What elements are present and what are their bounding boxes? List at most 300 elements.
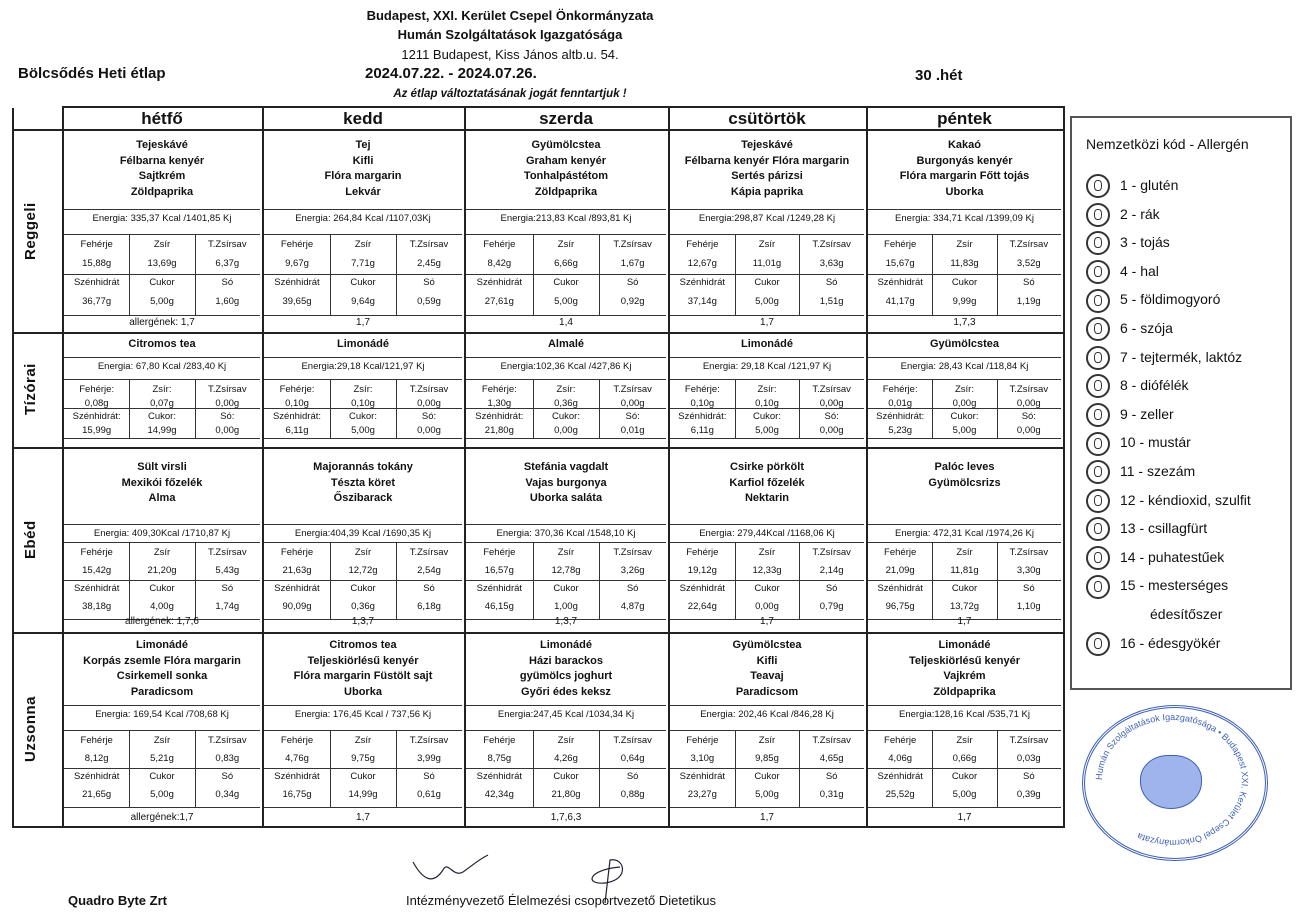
nutrient-label: Fehérje [80,735,113,746]
menu-item: Zöldpaprika [933,685,996,698]
nutrient-label: Szénhidrát: [72,411,121,422]
nutrition-border [932,542,933,619]
nut-icon [1086,374,1110,398]
menu-item: Uborka saláta [529,492,603,504]
nutrition-border [799,730,800,807]
legend-text: 16 - édesgyökér [1120,634,1221,651]
nutrition-border [64,807,260,808]
nutrient-value: 0,10g [690,397,715,409]
nutrient-value: 6,18g [417,601,441,612]
menu-item: Csirke pörkölt [730,461,804,473]
week-number: 30 .hét [915,67,963,84]
nutrient-label: T.Zsírsav [409,384,449,395]
nutrient-label: Zsír [153,735,171,746]
nutrition-border [670,315,864,316]
nutrient-label: Fehérje: [481,384,517,395]
nutrient-label: Szénhidrát [73,277,120,288]
nutrient-label: Szénhidrát [679,277,726,288]
nutrient-value: 0,00g [819,424,844,436]
nutrition-border [466,274,666,275]
allergen-codes: allergének: 1,7,6 [125,616,199,627]
nutrient-value: 1,30g [487,397,512,409]
gluten-icon [1086,174,1110,198]
nutrient-value: 0,83g [215,753,240,764]
energy-border [466,209,666,210]
nutrient-value: 9,75g [351,753,375,764]
nutrient-value: 36,77g [82,296,112,307]
stamp-text-ring [1080,703,1264,857]
company-name: Quadro Byte Zrt [68,893,167,908]
nutrition-border [396,730,397,807]
nutrient-value: 0,64g [620,753,645,764]
sweetener-icon [1086,575,1110,599]
nutrient-value: 1,60g [215,296,240,307]
nutrient-value: 3,30g [1016,565,1041,576]
menu-item: Citromos tea [128,338,196,350]
nutrient-label: Zsír [956,547,973,558]
nutrient-label: T.Zsírsav [1009,239,1049,250]
nutrient-value: 9,99g [952,296,977,307]
energy-border [264,357,462,358]
nutrition-border [799,234,800,315]
nutrient-label: Zsír: [556,384,576,395]
nutrition-border [932,234,933,315]
licorice-icon [1086,632,1110,656]
energy-border [264,524,462,525]
mollusc-icon [1086,546,1110,570]
energy-value: Energia: 202,46 Kcal /846,28 Kj [700,709,834,720]
nutrient-value: 5,21g [150,753,174,764]
energy-value: Energia: 334,71 Kcal /1399,09 Kj [895,213,1034,224]
nutrition-border [330,379,331,438]
nutrient-label: T.Zsírsav [208,735,247,746]
nutrition-border [670,807,864,808]
menu-item: Kakaó [947,139,982,151]
meal-label: Uzsonna [22,696,39,763]
nutrient-value: 22,64g [687,601,717,612]
nutrition-border [64,768,260,769]
legend-text: 13 - csillagfürt [1120,520,1208,537]
row-divider [12,826,1065,828]
allergen-codes: 1,7 [957,616,972,627]
energy-value: Energia: 370,36 Kcal /1548,10 Kj [496,528,636,539]
nutrition-border [670,379,864,380]
energy-border [868,705,1061,706]
legend-item [1086,258,1159,284]
menu-item: Tej [355,139,371,151]
nutrient-value: 14,99g [147,424,177,436]
nutrition-border [997,730,998,807]
menu-item: Mexikói főzelék [121,476,203,489]
nutrition-border [64,408,260,409]
nutrition-border [735,542,736,619]
menu-item: Kápia paprika [730,185,804,198]
nutrient-value: 1,67g [620,258,645,269]
nutrient-label: Só [423,583,435,594]
address: 1211 Budapest, Kiss János altb.u. 54. [401,47,619,62]
nutrition-border [533,730,534,807]
nutrition-border [799,542,800,619]
nutrient-label: Cukor [350,583,376,594]
legend-item [1086,286,1220,312]
nutrient-value: 0,00g [554,424,578,436]
legend-text: 9 - zeller [1120,405,1174,422]
nutrient-value: 7,71g [351,258,375,269]
legend-text: 14 - puhatestűek [1120,548,1225,565]
menu-item: Félbarna kenyér Flóra margarin [684,154,850,167]
menu-item: Csirkemell sonka [116,670,208,682]
menu-item: Flóra margarin [324,170,402,182]
legend-item [1086,201,1160,227]
allergen-codes: 1,3,7 [351,616,375,627]
energy-value: Energia: 279,44Kcal /1168,06 Kj [699,528,835,539]
legend-item [1086,172,1178,198]
menu-item: Sült virsli [137,461,187,473]
nutrition-border [64,542,260,543]
nutrient-label: T.Zsírsav [812,735,851,746]
nutrition-border [868,315,1061,316]
nutrient-value: 1,10g [1016,601,1041,612]
menu-item: Teljeskiörlésű kenyér [307,654,419,667]
nutrient-value: 15,88g [82,258,112,269]
nutrient-value: 4,65g [819,753,844,764]
disclaimer-note: Az étlap változtatásának jogát fenntartjuk ! [393,88,627,100]
menu-item: Flóra margarin Füstölt sajt [293,670,433,682]
energy-value: Energia: 169,54 Kcal /708,68 Kj [95,709,229,720]
menu-item: Gyümölcstea [732,639,802,651]
nutrition-border [264,438,462,439]
nutrient-label: Cukor [149,771,175,782]
menu-item: Uborka [945,185,984,198]
nutrient-value: 21,65g [82,789,112,800]
nutrition-border [264,807,462,808]
allergen-codes: 1,7 [760,317,774,328]
energy-border [64,357,260,358]
nutrient-label: Fehérje [483,735,516,746]
nutrition-border [466,768,666,769]
nutrient-value: 0,01g [888,397,913,409]
nutrition-border [868,580,1061,581]
legend-item [1086,315,1173,341]
nutrition-border [396,234,397,315]
nutrient-value: 21,80g [484,424,514,436]
column-divider [1063,106,1065,828]
nutrition-border [129,542,130,619]
nutrient-label: Só: [824,411,839,422]
menu-item: Alma [148,492,176,504]
nutrition-border [64,580,260,581]
nutrition-border [195,234,196,315]
nutrition-border [264,542,462,543]
nutrient-value: 0,07g [150,397,174,409]
nutrient-label: Szénhidrát [73,771,120,782]
nutrient-value: 4,76g [285,753,309,764]
menu-item: Tejeskávé [741,139,793,151]
nutrient-label: T.Zsírsav [1009,384,1049,395]
nutrient-value: 0,34g [215,789,240,800]
legend-text: 5 - földimogyoró [1120,291,1221,308]
allergen-codes: 1,7,6,3 [550,812,582,823]
nutrient-label: Cukor [951,771,978,782]
nutrient-label: Szénhidrát [274,583,320,594]
nutrient-value: 3,63g [819,258,844,269]
energy-value: Energia:102,36 Kcal /427,86 Kj [500,361,632,372]
nutrient-value: 6,66g [554,258,578,269]
energy-border [264,705,462,706]
nutrition-border [195,542,196,619]
legend-text: édesítőszer [1150,606,1223,622]
nutrient-label: Só [221,277,234,288]
nutrient-label: Fehérje [80,547,113,558]
nutrition-border [64,234,260,235]
legend-item [1086,544,1224,570]
nutrition-border [64,379,260,380]
allergen-codes: 1,7 [957,812,972,823]
egg-icon [1086,231,1110,255]
menu-item: Zöldpaprika [130,185,194,198]
menu-item: Burgonyás kenyér [916,154,1013,167]
nutrient-label: Szénhidrát [877,583,923,594]
menu-item: Palóc leves [934,461,995,473]
nutrition-border [129,730,130,807]
nutrient-label: Zsír [758,547,776,558]
nutrient-label: Cukor [754,277,780,288]
meal-label: Tízórai [22,363,39,416]
nutrition-border [129,379,130,438]
nutrient-value: 0,00g [1016,397,1041,409]
nutrition-border [264,580,462,581]
nutrition-border [64,438,260,439]
menu-item: Kifli [352,154,374,167]
energy-border [64,209,260,210]
nutrient-value: 12,33g [752,565,782,576]
menu-item: Limonádé [741,338,793,350]
nutrient-label: Fehérje: [684,384,720,395]
nutrient-value: 1,51g [819,296,844,307]
nutrient-label: Fehérje [686,547,719,558]
nutrition-border [466,807,666,808]
nutrition-border [599,234,600,315]
allergen-codes: 1,7 [760,616,774,627]
nutrient-label: Cukor: [349,411,377,422]
nutrition-border [735,234,736,315]
nutrient-label: Cukor: [551,411,580,422]
nutrition-border [195,730,196,807]
energy-value: Energia:404,39 Kcal /1690,35 Kj [294,528,432,539]
nutrient-label: Fehérje [483,547,516,558]
nutrient-label: Fehérje [280,239,314,250]
energy-border [264,209,462,210]
nutrient-label: T.Zsírsav [208,384,247,395]
nutrient-label: Szénhidrát [274,771,320,782]
menu-item: Uborka [344,685,382,698]
nutrient-label: Cukor [754,771,780,782]
nutrition-border [932,379,933,438]
nutrition-border [264,234,462,235]
nutrient-label: Só [221,583,234,594]
energy-value: Energia: 472,31 Kcal /1974,26 Kj [895,528,1034,539]
nutrition-border [195,379,196,438]
nutrient-value: 0,00g [952,397,977,409]
nutrient-label: T.Zsírsav [409,735,449,746]
organization-name: Budapest, XXI. Kerület Csepel Önkormányzata [366,8,654,23]
mustard-icon [1086,432,1110,456]
menu-item: Korpás zsemle Flóra margarin [83,654,241,667]
energy-value: Energia:298,87 Kcal /1249,28 Kj [698,213,836,224]
legend-text: 10 - mustár [1120,434,1191,451]
nutrient-label: Zsír [956,239,973,250]
nutrition-border [533,379,534,438]
nutrition-border [264,730,462,731]
nutrient-label: Só [626,277,639,288]
nutrition-border [670,234,864,235]
nutrient-value: 0,92g [620,296,645,307]
nutrient-value: 14,99g [348,789,378,800]
nutrient-label: Cukor [553,277,579,288]
nutrient-label: Só [423,277,435,288]
allergen-codes: 1,7,3 [953,317,976,328]
nutrient-label: T.Zsírsav [613,384,652,395]
nutrient-label: T.Zsírsav [812,547,851,558]
menu-item: Házi barackos [529,654,603,667]
nutrient-label: T.Zsírsav [208,547,247,558]
nutrient-label: Zsír [354,239,372,250]
menu-item: Gyümölcsrizs [928,476,1001,489]
nutrient-value: 21,80g [551,789,581,800]
fish-icon [1086,260,1110,284]
legend-item [1086,401,1174,427]
nutrient-value: 37,14g [687,296,717,307]
legend-text: 6 - szója [1120,320,1173,336]
energy-value: Energia: 409,30Kcal /1710,87 Kj [93,528,231,539]
nutrient-label: Só [1023,277,1035,288]
nutrition-border [264,315,462,316]
nutrient-label: Szénhidrát [877,771,923,782]
energy-value: Energia:128,16 Kcal /535,71 Kj [899,709,1030,720]
nutrient-label: Só [626,583,639,594]
allergen-codes: 1,7 [760,812,774,823]
nutrient-value: 0,00g [215,424,240,436]
menu-item: Paradicsom [735,685,799,698]
menu-item: Sajtkrém [138,170,186,182]
energy-border [466,524,666,525]
nutrient-label: Cukor [951,583,978,594]
nutrient-value: 38,18g [82,601,112,612]
nutrient-label: Szénhidrát [476,277,523,288]
nutrient-label: Fehérje [884,547,917,558]
nutrition-border [997,542,998,619]
nutrient-value: 6,11g [285,424,309,436]
date-range: 2024.07.22. - 2024.07.26. [365,65,537,82]
nutrient-value: 0,00g [819,397,844,409]
nutrition-border [466,315,666,316]
nutrient-label: Fehérje [280,735,314,746]
menu-item: Tészta köret [330,476,396,489]
nutrient-value: 8,42g [487,258,512,269]
energy-value: Energia: 335,37 Kcal /1401,85 Kj [92,213,232,224]
menu-item: Limonádé [540,639,592,651]
nutrient-value: 19,12g [687,565,717,576]
nutrition-border [997,234,998,315]
nutrient-value: 3,52g [1016,258,1041,269]
nutrient-label: Szénhidrát: [876,411,925,422]
legend-item [1086,487,1251,513]
nutrient-value: 3,10g [690,753,715,764]
energy-border [670,209,864,210]
nutrient-value: 0,08g [84,397,109,409]
nutrient-label: Cukor: [950,411,979,422]
nutrient-value: 9,67g [285,258,309,269]
menu-item: Limonádé [938,639,991,651]
menu-item: Paradicsom [130,685,194,698]
legend-text: 11 - szezám [1120,463,1196,479]
nutrient-label: Só: [1021,411,1036,422]
nutrient-value: 4,06g [888,753,913,764]
nutrient-label: Só [423,771,435,782]
energy-value: Energia: 29,18 Kcal /121,97 Kj [702,361,832,372]
energy-value: Energia:29,18 Kcal/121,97 Kj [301,361,425,372]
legend-text: 15 - mesterséges [1120,577,1229,594]
menu-item: Győri édes keksz [521,685,611,698]
menu-item: Kifli [756,654,778,667]
allergen-codes: allergének:1,7 [130,812,194,823]
nutrient-value: 0,00g [755,601,779,612]
milk-icon [1086,346,1110,370]
nutrient-value: 5,00g [150,789,174,800]
menu-item: Teljeskiörlésű kenyér [908,654,1021,667]
allergen-codes: 1,7 [356,317,370,328]
nutrient-value: 11,01g [752,258,782,269]
legend-item [1086,429,1191,455]
nutrition-border [868,438,1061,439]
nutrition-border [599,730,600,807]
menu-item: Karfiol főzelék [729,476,805,489]
sulfite-icon [1086,489,1110,513]
nutrient-value: 23,27g [687,789,717,800]
legend-text: 7 - tejtermék, laktóz [1120,348,1243,365]
energy-value: Energia:247,45 Kcal /1034,34 Kj [497,709,635,720]
legend-text: 4 - hal [1120,262,1159,279]
nutrient-label: Szénhidrát [73,583,120,594]
menu-item: Flóra margarin Főtt tojás [899,170,1030,182]
menu-item: Nektarin [744,492,790,504]
menu-item: Sertés párizsi [731,170,803,182]
nutrient-value: 0,01g [620,424,645,436]
nutrition-border [670,768,864,769]
nutrient-value: 12,67g [687,258,717,269]
nutrient-value: 0,79g [819,601,844,612]
nutrition-border [735,730,736,807]
energy-border [64,705,260,706]
day-header: péntek [937,109,992,128]
lupin-icon [1086,517,1110,541]
nutrient-value: 6,11g [690,424,714,436]
nutrient-value: 39,65g [282,296,312,307]
nutrient-label: Zsír [956,735,973,746]
nutrition-border [799,379,800,438]
page-title: Bölcsődés Heti étlap [18,65,166,82]
nutrition-border [466,234,666,235]
nutrient-value: 0,03g [1016,753,1041,764]
legend-item [1086,572,1228,598]
nutrient-value: 46,15g [484,601,514,612]
energy-value: Energia: 264,84 Kcal /1107,03Kj [295,213,431,224]
menu-item: Limonádé [337,338,389,350]
nutrient-label: Só [825,771,838,782]
nutrient-value: 0,36g [351,601,375,612]
nutrient-value: 42,34g [484,789,514,800]
nutrition-border [64,274,260,275]
